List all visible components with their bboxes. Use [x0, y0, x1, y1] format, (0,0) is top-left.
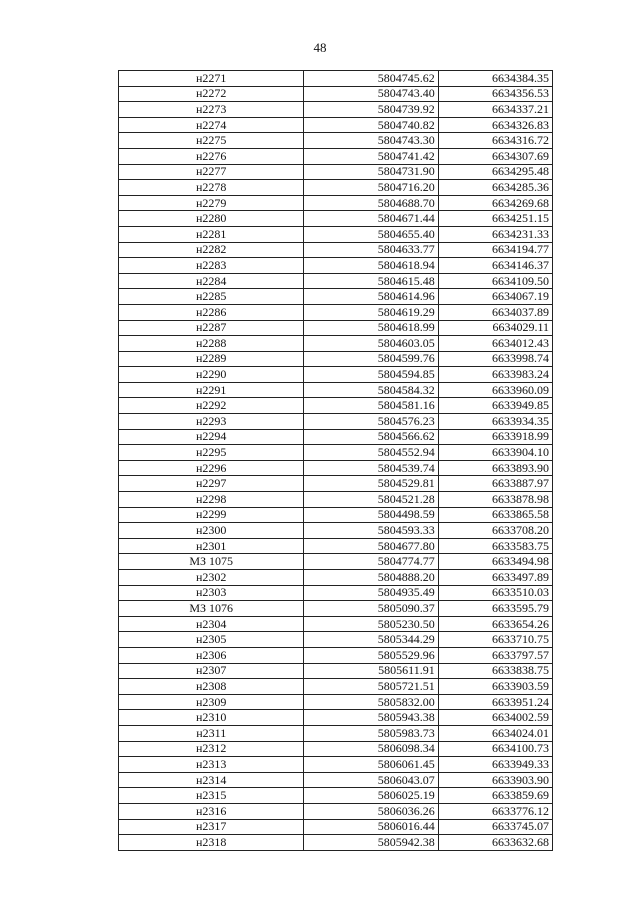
point-id-cell: н2312	[119, 741, 304, 757]
x-coordinate-cell: 5804498.59	[304, 507, 438, 523]
table-row	[119, 835, 553, 851]
y-coordinate-cell: 6633878.98	[438, 492, 552, 508]
point-id-cell: н2276	[119, 148, 304, 164]
table-row	[119, 601, 553, 617]
x-coordinate-cell: 5806043.07	[304, 772, 438, 788]
y-coordinate-cell: 6633497.89	[438, 570, 552, 586]
y-coordinate-cell: 6633510.03	[438, 585, 552, 601]
x-coordinate-cell: 5805721.51	[304, 679, 438, 695]
table-row	[119, 398, 553, 414]
table-row	[119, 663, 553, 679]
y-coordinate-cell: 6633983.24	[438, 367, 552, 383]
x-coordinate-cell: 5804614.96	[304, 289, 438, 305]
y-coordinate-cell: 6633708.20	[438, 523, 552, 539]
y-coordinate-cell: 6633776.12	[438, 803, 552, 819]
table-row	[119, 757, 553, 773]
table-row	[119, 133, 553, 149]
y-coordinate-cell: 6633960.09	[438, 382, 552, 398]
y-coordinate-cell: 6634024.01	[438, 725, 552, 741]
y-coordinate-cell: 6634316.72	[438, 133, 552, 149]
y-coordinate-cell: 6634029.11	[438, 320, 552, 336]
table-row	[119, 819, 553, 835]
table-row	[119, 523, 553, 539]
point-id-cell: н2289	[119, 351, 304, 367]
point-id-cell: н2309	[119, 694, 304, 710]
point-id-cell: н2274	[119, 117, 304, 133]
point-id-cell: н2294	[119, 429, 304, 445]
point-id-cell: н2291	[119, 382, 304, 398]
y-coordinate-cell: 6633494.98	[438, 554, 552, 570]
point-id-cell: МЗ 1076	[119, 601, 304, 617]
x-coordinate-cell: 5804743.30	[304, 133, 438, 149]
x-coordinate-cell: 5804745.62	[304, 71, 438, 87]
y-coordinate-cell: 6634295.48	[438, 164, 552, 180]
point-id-cell: н2279	[119, 195, 304, 211]
table-row	[119, 102, 553, 118]
y-coordinate-cell: 6633865.58	[438, 507, 552, 523]
table-row	[119, 382, 553, 398]
x-coordinate-cell: 5805230.50	[304, 616, 438, 632]
table-row	[119, 273, 553, 289]
point-id-cell: н2275	[119, 133, 304, 149]
x-coordinate-cell: 5804774.77	[304, 554, 438, 570]
x-coordinate-cell: 5805942.38	[304, 835, 438, 851]
table-row	[119, 710, 553, 726]
point-id-cell: н2298	[119, 492, 304, 508]
y-coordinate-cell: 6634337.21	[438, 102, 552, 118]
x-coordinate-cell: 5804633.77	[304, 242, 438, 258]
x-coordinate-cell: 5806061.45	[304, 757, 438, 773]
table-row	[119, 616, 553, 632]
x-coordinate-cell: 5804521.28	[304, 492, 438, 508]
y-coordinate-cell: 6634002.59	[438, 710, 552, 726]
x-coordinate-cell: 5804688.70	[304, 195, 438, 211]
table-row	[119, 632, 553, 648]
point-id-cell: н2280	[119, 211, 304, 227]
x-coordinate-cell: 5804581.16	[304, 398, 438, 414]
x-coordinate-cell: 5804888.20	[304, 570, 438, 586]
table-row	[119, 460, 553, 476]
x-coordinate-cell: 5804671.44	[304, 211, 438, 227]
coordinates-table	[118, 70, 553, 851]
y-coordinate-cell: 6633904.10	[438, 445, 552, 461]
x-coordinate-cell: 5804584.32	[304, 382, 438, 398]
table-row	[119, 725, 553, 741]
table-row	[119, 336, 553, 352]
x-coordinate-cell: 5804935.49	[304, 585, 438, 601]
table-row	[119, 414, 553, 430]
x-coordinate-cell: 5804716.20	[304, 180, 438, 196]
table-row	[119, 164, 553, 180]
point-id-cell: н2281	[119, 226, 304, 242]
x-coordinate-cell: 5805090.37	[304, 601, 438, 617]
x-coordinate-cell: 5804619.29	[304, 304, 438, 320]
point-id-cell: н2301	[119, 538, 304, 554]
table-row	[119, 289, 553, 305]
y-coordinate-cell: 6634012.43	[438, 336, 552, 352]
x-coordinate-cell: 5804552.94	[304, 445, 438, 461]
point-id-cell: н2305	[119, 632, 304, 648]
point-id-cell: н2278	[119, 180, 304, 196]
x-coordinate-cell: 5804615.48	[304, 273, 438, 289]
y-coordinate-cell: 6634356.53	[438, 86, 552, 102]
y-coordinate-cell: 6633583.75	[438, 538, 552, 554]
x-coordinate-cell: 5805529.96	[304, 647, 438, 663]
point-id-cell: н2297	[119, 476, 304, 492]
table-row	[119, 694, 553, 710]
x-coordinate-cell: 5805611.91	[304, 663, 438, 679]
y-coordinate-cell: 6634037.89	[438, 304, 552, 320]
point-id-cell: н2277	[119, 164, 304, 180]
point-id-cell: н2288	[119, 336, 304, 352]
point-id-cell: н2287	[119, 320, 304, 336]
x-coordinate-cell: 5804566.62	[304, 429, 438, 445]
x-coordinate-cell: 5804731.90	[304, 164, 438, 180]
point-id-cell: н2299	[119, 507, 304, 523]
x-coordinate-cell: 5804576.23	[304, 414, 438, 430]
y-coordinate-cell: 6634285.36	[438, 180, 552, 196]
point-id-cell: н2304	[119, 616, 304, 632]
point-id-cell: н2296	[119, 460, 304, 476]
y-coordinate-cell: 6633745.07	[438, 819, 552, 835]
table-row	[119, 226, 553, 242]
x-coordinate-cell: 5804618.99	[304, 320, 438, 336]
x-coordinate-cell: 5804618.94	[304, 258, 438, 274]
y-coordinate-cell: 6633903.90	[438, 772, 552, 788]
y-coordinate-cell: 6634231.33	[438, 226, 552, 242]
y-coordinate-cell: 6634100.73	[438, 741, 552, 757]
y-coordinate-cell: 6634307.69	[438, 148, 552, 164]
point-id-cell: н2318	[119, 835, 304, 851]
point-id-cell: н2295	[119, 445, 304, 461]
point-id-cell: н2286	[119, 304, 304, 320]
point-id-cell: МЗ 1075	[119, 554, 304, 570]
x-coordinate-cell: 5805943.38	[304, 710, 438, 726]
table-row	[119, 304, 553, 320]
table-row	[119, 585, 553, 601]
y-coordinate-cell: 6634194.77	[438, 242, 552, 258]
table-row	[119, 429, 553, 445]
x-coordinate-cell: 5804743.40	[304, 86, 438, 102]
point-id-cell: н2284	[119, 273, 304, 289]
x-coordinate-cell: 5806025.19	[304, 788, 438, 804]
table-row	[119, 538, 553, 554]
y-coordinate-cell: 6634067.19	[438, 289, 552, 305]
x-coordinate-cell: 5804593.33	[304, 523, 438, 539]
table-row	[119, 367, 553, 383]
x-coordinate-cell: 5806036.26	[304, 803, 438, 819]
point-id-cell: н2285	[119, 289, 304, 305]
point-id-cell: н2313	[119, 757, 304, 773]
y-coordinate-cell: 6633654.26	[438, 616, 552, 632]
x-coordinate-cell: 5804603.05	[304, 336, 438, 352]
x-coordinate-cell: 5806098.34	[304, 741, 438, 757]
table-row	[119, 507, 553, 523]
point-id-cell: н2310	[119, 710, 304, 726]
x-coordinate-cell: 5804529.81	[304, 476, 438, 492]
y-coordinate-cell: 6633710.75	[438, 632, 552, 648]
point-id-cell: н2272	[119, 86, 304, 102]
x-coordinate-cell: 5805344.29	[304, 632, 438, 648]
y-coordinate-cell: 6633838.75	[438, 663, 552, 679]
y-coordinate-cell: 6633595.79	[438, 601, 552, 617]
x-coordinate-cell: 5804599.76	[304, 351, 438, 367]
table-row	[119, 741, 553, 757]
y-coordinate-cell: 6633918.99	[438, 429, 552, 445]
point-id-cell: н2293	[119, 414, 304, 430]
x-coordinate-cell: 5804655.40	[304, 226, 438, 242]
y-coordinate-cell: 6634384.35	[438, 71, 552, 87]
point-id-cell: н2300	[119, 523, 304, 539]
x-coordinate-cell: 5804740.82	[304, 117, 438, 133]
table-row	[119, 211, 553, 227]
x-coordinate-cell: 5805983.73	[304, 725, 438, 741]
table-row	[119, 554, 553, 570]
x-coordinate-cell: 5805832.00	[304, 694, 438, 710]
table-row	[119, 117, 553, 133]
point-id-cell: н2311	[119, 725, 304, 741]
x-coordinate-cell: 5804677.80	[304, 538, 438, 554]
y-coordinate-cell: 6633797.57	[438, 647, 552, 663]
point-id-cell: н2283	[119, 258, 304, 274]
y-coordinate-cell: 6633893.90	[438, 460, 552, 476]
point-id-cell: н2308	[119, 679, 304, 695]
point-id-cell: н2271	[119, 71, 304, 87]
table-row	[119, 570, 553, 586]
table-row	[119, 476, 553, 492]
y-coordinate-cell: 6634269.68	[438, 195, 552, 211]
coordinates-table-body	[119, 71, 553, 851]
point-id-cell: н2307	[119, 663, 304, 679]
y-coordinate-cell: 6633951.24	[438, 694, 552, 710]
table-row	[119, 242, 553, 258]
table-row	[119, 86, 553, 102]
point-id-cell: н2290	[119, 367, 304, 383]
y-coordinate-cell: 6633998.74	[438, 351, 552, 367]
point-id-cell: н2302	[119, 570, 304, 586]
point-id-cell: н2273	[119, 102, 304, 118]
x-coordinate-cell: 5804741.42	[304, 148, 438, 164]
x-coordinate-cell: 5804539.74	[304, 460, 438, 476]
table-row	[119, 320, 553, 336]
point-id-cell: н2292	[119, 398, 304, 414]
table-row	[119, 180, 553, 196]
y-coordinate-cell: 6633949.85	[438, 398, 552, 414]
x-coordinate-cell: 5804739.92	[304, 102, 438, 118]
y-coordinate-cell: 6633632.68	[438, 835, 552, 851]
point-id-cell: н2316	[119, 803, 304, 819]
table-row	[119, 195, 553, 211]
y-coordinate-cell: 6633949.33	[438, 757, 552, 773]
y-coordinate-cell: 6633934.35	[438, 414, 552, 430]
point-id-cell: н2306	[119, 647, 304, 663]
y-coordinate-cell: 6634109.50	[438, 273, 552, 289]
point-id-cell: н2282	[119, 242, 304, 258]
table-row	[119, 148, 553, 164]
y-coordinate-cell: 6633887.97	[438, 476, 552, 492]
y-coordinate-cell: 6634146.37	[438, 258, 552, 274]
point-id-cell: н2303	[119, 585, 304, 601]
page-number: 48	[313, 40, 327, 55]
y-coordinate-cell: 6633903.59	[438, 679, 552, 695]
table-row	[119, 679, 553, 695]
table-row	[119, 788, 553, 804]
table-row	[119, 351, 553, 367]
y-coordinate-cell: 6634251.15	[438, 211, 552, 227]
table-row	[119, 71, 553, 87]
x-coordinate-cell: 5806016.44	[304, 819, 438, 835]
table-row	[119, 803, 553, 819]
point-id-cell: н2314	[119, 772, 304, 788]
table-row	[119, 258, 553, 274]
table-row	[119, 445, 553, 461]
point-id-cell: н2317	[119, 819, 304, 835]
table-row	[119, 647, 553, 663]
x-coordinate-cell: 5804594.85	[304, 367, 438, 383]
table-row	[119, 492, 553, 508]
point-id-cell: н2315	[119, 788, 304, 804]
y-coordinate-cell: 6633859.69	[438, 788, 552, 804]
table-row	[119, 772, 553, 788]
y-coordinate-cell: 6634326.83	[438, 117, 552, 133]
